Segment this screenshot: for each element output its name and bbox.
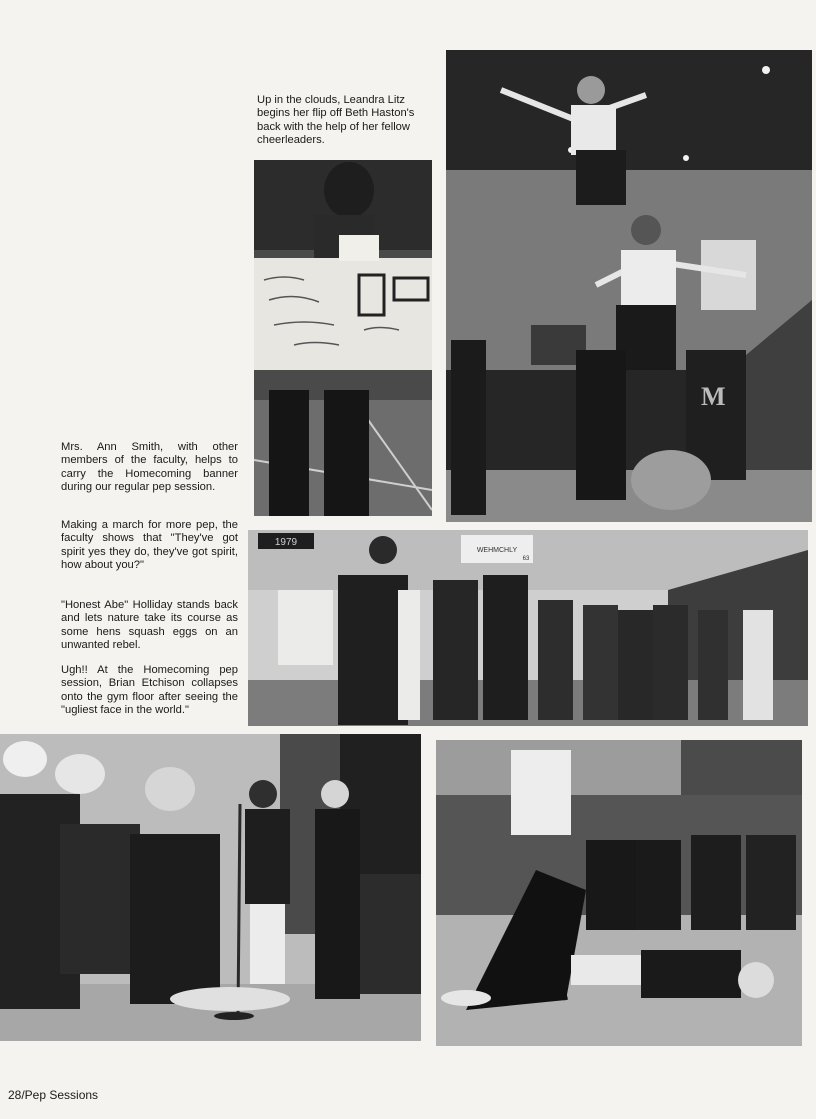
- page-folio: 28/Pep Sessions: [8, 1088, 99, 1102]
- photo-cheerleader-flip-art: [446, 50, 812, 522]
- photo-homecoming-banner-art: [254, 160, 432, 516]
- photo-homecoming-banner: [254, 160, 432, 516]
- photo-ugliest-face-art: [436, 740, 802, 1046]
- photo-cheerleader-flip: [446, 50, 812, 522]
- caption-banner: Mrs. Ann Smith, with other members of the faculty, helps to carry the Homecoming banner during our regular pep session.: [61, 441, 238, 494]
- caption-cheer-flip: Up in the clouds, Leandra Litz begins her flip off Beth Haston's back with the help of her fellow cheerleaders.: [257, 94, 415, 147]
- sweater-letter: M: [701, 382, 726, 411]
- photo-faculty-march: [248, 530, 808, 726]
- photo-faculty-march-art: [248, 530, 808, 726]
- photo-ugliest-face: [436, 740, 802, 1046]
- caption-ugliest: Ugh!! At the Homecoming pep session, Brian Etchison collapses onto the gym floor after seeing the "ugliest face in the world.": [61, 664, 238, 717]
- wall-banner-number: 63: [522, 556, 530, 562]
- caption-march: Making a march for more pep, the faculty shows that "They've got spirit yes they do, they've got spirit, how about you?": [61, 519, 238, 572]
- wall-banner: WEHMCHLY: [476, 547, 518, 554]
- scoreboard-year: 1979: [274, 537, 298, 548]
- caption-hens: "Honest Abe" Holliday stands back and lets nature take its course as some hens squash eggs on an unwanted rebel.: [61, 599, 238, 652]
- photo-honest-abe-hens-art: [0, 734, 421, 1041]
- photo-honest-abe-hens: [0, 734, 421, 1041]
